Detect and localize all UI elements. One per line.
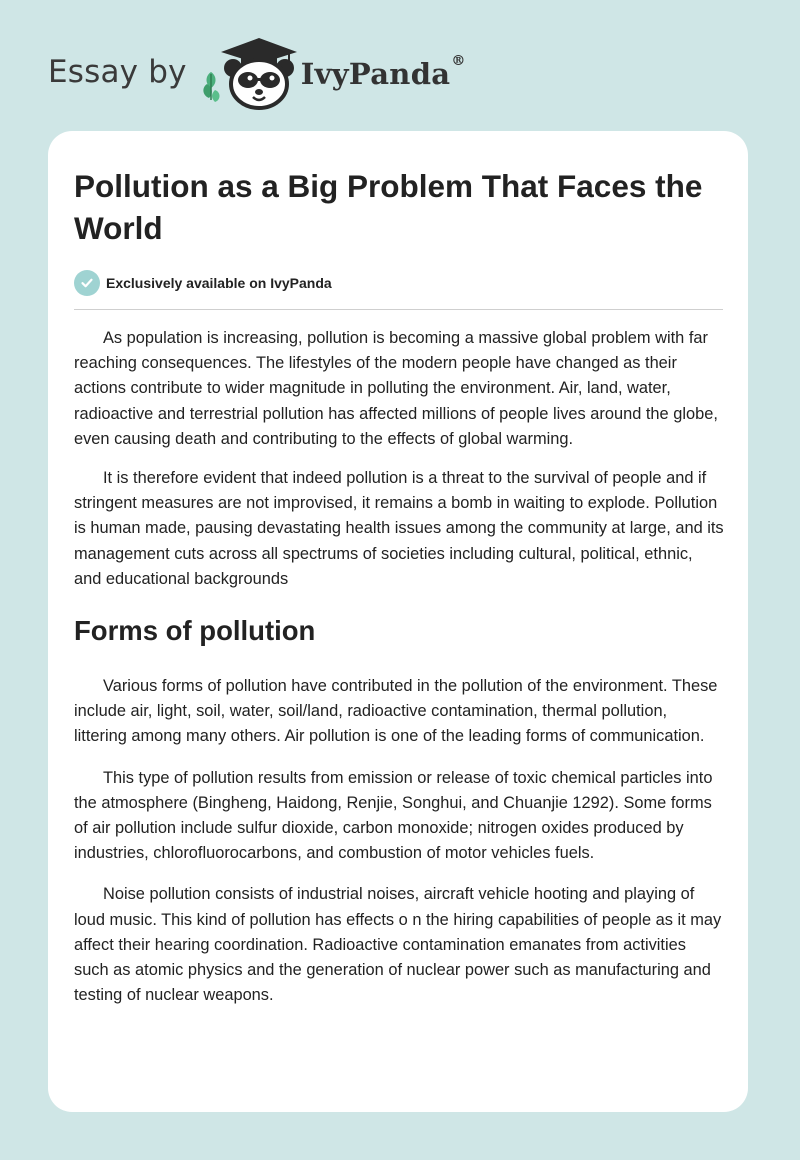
ivy-leaf-icon: [203, 72, 219, 102]
paragraph: Various forms of pollution have contributed in the pollution of the environment. These include air, light, soil, water, soil/land, radioactive contamination, thermal pollution, littering among many others. Air pollution is one of the leading forms of communication.: [74, 677, 718, 746]
site-header: [48, 34, 466, 110]
exclusive-badge: [74, 270, 724, 296]
check-icon: [74, 270, 100, 296]
panda-graduate-icon[interactable]: [201, 34, 297, 110]
article-card: [48, 131, 748, 1112]
paragraph: This type of pollution results from emission or release of toxic chemical particles into the atmosphere (Bingheng, Haidong, Renjie, Songhui, and Chuanjie 1292). Some forms of air pollution include sulfur dioxide, carbon monoxide; nitrogen oxides produced by industries, chlorofluorocarbons, and combustion of motor vehicles fuels.: [74, 768, 713, 863]
exclusive-label: Exclusively available on IvyPanda: [106, 275, 332, 291]
paragraph: It is therefore evident that indeed pollution is a threat to the survival of people and if stringent measures are not improvised, it remains a bomb in waiting to explode. Pollution is human made, pausing devastating health issues among the community at large, and its management cuts across all spectrums of societies including cultural, political, ethnic, and educational backgrounds: [74, 469, 724, 588]
paragraph: Noise pollution consists of industrial noises, aircraft vehicle hooting and playing of loud music. This kind of pollution has effects o n the hiring capabilities of people as it may affect their hearing coordination. Radioactive contamination emanates from activities such as atomic physics and the generation of nuclear power such as manufacturing and testing of nuclear weapons.: [74, 885, 722, 1005]
brand-name[interactable]: IvyPanda®: [300, 53, 466, 91]
section-heading: Forms of pollution: [74, 615, 316, 647]
essay-by-label: Essay by: [48, 54, 187, 90]
article-title: Pollution as a Big Problem That Faces the World: [74, 168, 703, 246]
article-content: [74, 165, 724, 1008]
registered-mark: ®: [451, 53, 466, 70]
divider: [74, 309, 723, 310]
paragraph: As population is increasing, pollution is becoming a massive global problem with far reaching consequences. The lifestyles of the modern people have changed as their actions contribute to wider magnitude in polluting the environment. Air, land, water, radioactive and terrestrial pollution has affected millions of people lives around the globe, even causing death and contributing to the effects of global warming.: [74, 329, 718, 448]
